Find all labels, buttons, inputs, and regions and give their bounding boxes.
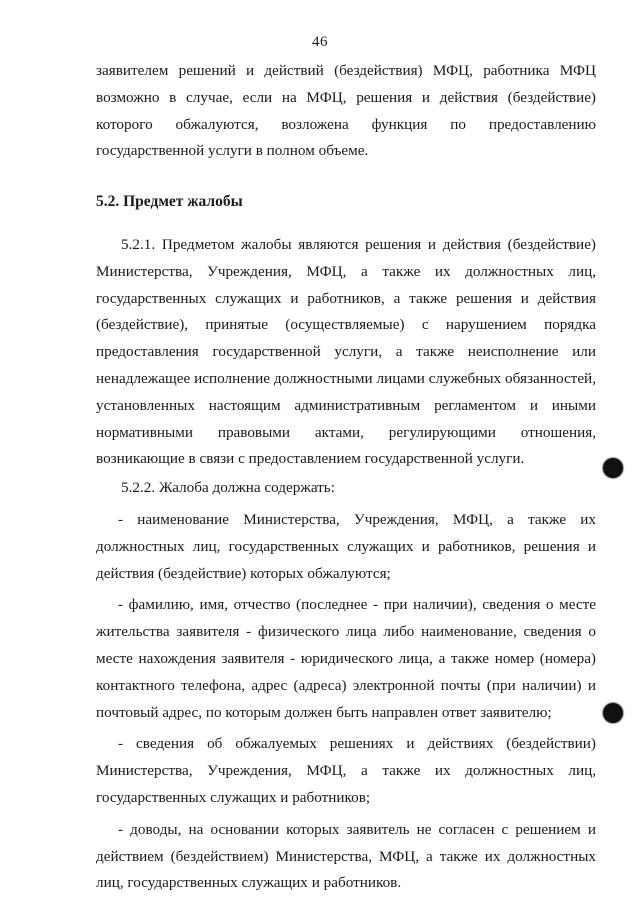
bullet-item: - фамилию, имя, отчество (последнее - при наличии), сведения о месте жительства заявителя - физического лица либо наименование, сведения о месте нахождения заявителя - юридического лица, а также номер (номера) контактного телефона, адрес (адреса) электронной почты (при наличии) и почтовый адрес, по которым должен быть направлен ответ заявителю;: [96, 596, 596, 721]
paragraph-5-2-1: 5.2.1. Предметом жалобы являются решения и действия (бездействие) Министерства, Учреждения, МФЦ, а также их должностных лиц, государственных служащих и работников, а также решения и действия (бездействие), принятые (осуществляемые) с нарушением порядка предоставления государственной услуги, а также неисполнение или ненадлежащее исполнение должностными лицами служебных обязанностей, установленных настоящим административным регламентом и иными нормативными правовыми актами, регулирующими отношения, возникающие в связи с предоставлением государственной услуги.: [96, 235, 596, 468]
section-heading: 5.2. Предмет жалобы: [96, 193, 243, 211]
document-body: [96, 58, 596, 897]
page-number: 46: [312, 34, 328, 50]
hole-punch-mark: [603, 458, 623, 478]
paragraph-5-2-2: 5.2.2. Жалоба должна содержать:: [121, 479, 335, 497]
bullet-item: - доводы, на основании которых заявитель не согласен с решением и действием (бездействием) Министерства, МФЦ, а также их должностных лиц, государственных служащих и работников.: [96, 820, 596, 892]
intro-paragraph: заявителем решений и действий (бездействия) МФЦ, работника МФЦ возможно в случае, если на МФЦ, решения и действия (бездействие) которого обжалуются, возложена функция по предоставлению государственной услуги в полном объеме.: [96, 62, 596, 160]
bullet-item: - наименование Министерства, Учреждения, МФЦ, а также их должностных лиц, государственных служащих и работников, решения и действия (бездействие) которых обжалуются;: [96, 510, 596, 582]
bullet-item: - сведения об обжалуемых решениях и действиях (бездействии) Министерства, Учреждения, МФЦ, а также их должностных лиц, государственных служащих и работников;: [96, 735, 596, 806]
hole-punch-mark: [603, 703, 623, 723]
